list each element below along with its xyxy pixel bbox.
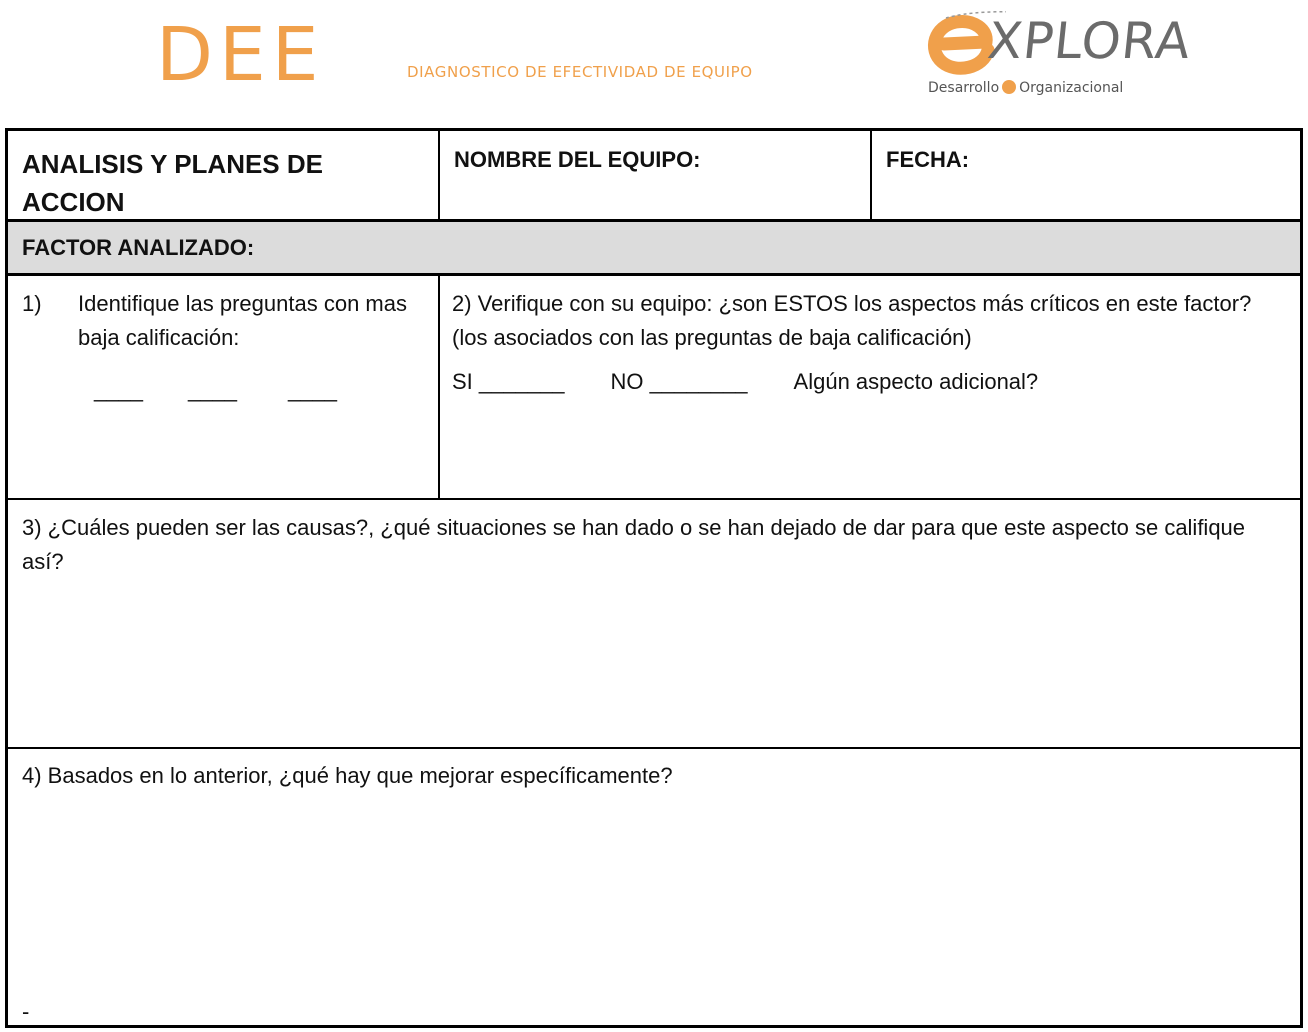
date-label: FECHA: [886, 147, 970, 172]
dee-subtitle: DIAGNOSTICO DE EFECTIVIDAD DE EQUIPO [407, 63, 753, 81]
q2-no-field[interactable]: NO ________ [610, 369, 748, 394]
team-name-label: NOMBRE DEL EQUIPO: [454, 147, 701, 172]
q4-text: 4) Basados en lo anterior, ¿qué hay que mejorar específicamente? [22, 763, 673, 788]
tagline-right: Organizacional [1019, 80, 1124, 96]
footer-mark: - [22, 999, 30, 1024]
factor-label: FACTOR ANALIZADO: [22, 235, 255, 260]
analysis-form [5, 128, 1303, 1028]
form-title: ANALISIS Y PLANES DE ACCION [22, 149, 323, 217]
q1-blank-1[interactable]: ____ [94, 377, 143, 402]
vdivider-top-2 [870, 131, 872, 221]
q1-text: Identifique las preguntas con mas baja calificación: [78, 291, 407, 350]
divider-2 [8, 273, 1300, 276]
tagline-left: Desarrollo [928, 80, 1000, 96]
q2-text: 2) Verifique con su equipo: ¿son ESTOS los aspectos más críticos en este factor? (los asociados con las preguntas de baja calificación) [452, 291, 1252, 350]
q3-text: 3) ¿Cuáles pueden ser las causas?, ¿qué situaciones se han dado o se han dejado de dar para que este aspecto se califique así? [22, 515, 1246, 574]
vdivider-mid [438, 274, 440, 499]
q1-blank-3[interactable]: ____ [288, 377, 337, 402]
orange-dot-icon [1002, 80, 1016, 94]
divider-4 [8, 747, 1300, 749]
vdivider-top-1 [438, 131, 440, 221]
q2-extra-label: Algún aspecto adicional? [793, 369, 1039, 394]
divider-3 [8, 498, 1300, 500]
dee-logo: DEE [156, 12, 325, 98]
q1-number: 1) [22, 291, 42, 316]
explora-wordmark: XPLORA [984, 12, 1194, 70]
q2-answer-line [452, 369, 1084, 395]
explora-tagline [928, 80, 1123, 96]
q2-si-field[interactable]: SI _______ [452, 369, 565, 394]
explora-logo [926, 10, 1194, 102]
q1-blank-2[interactable]: ____ [188, 377, 237, 402]
